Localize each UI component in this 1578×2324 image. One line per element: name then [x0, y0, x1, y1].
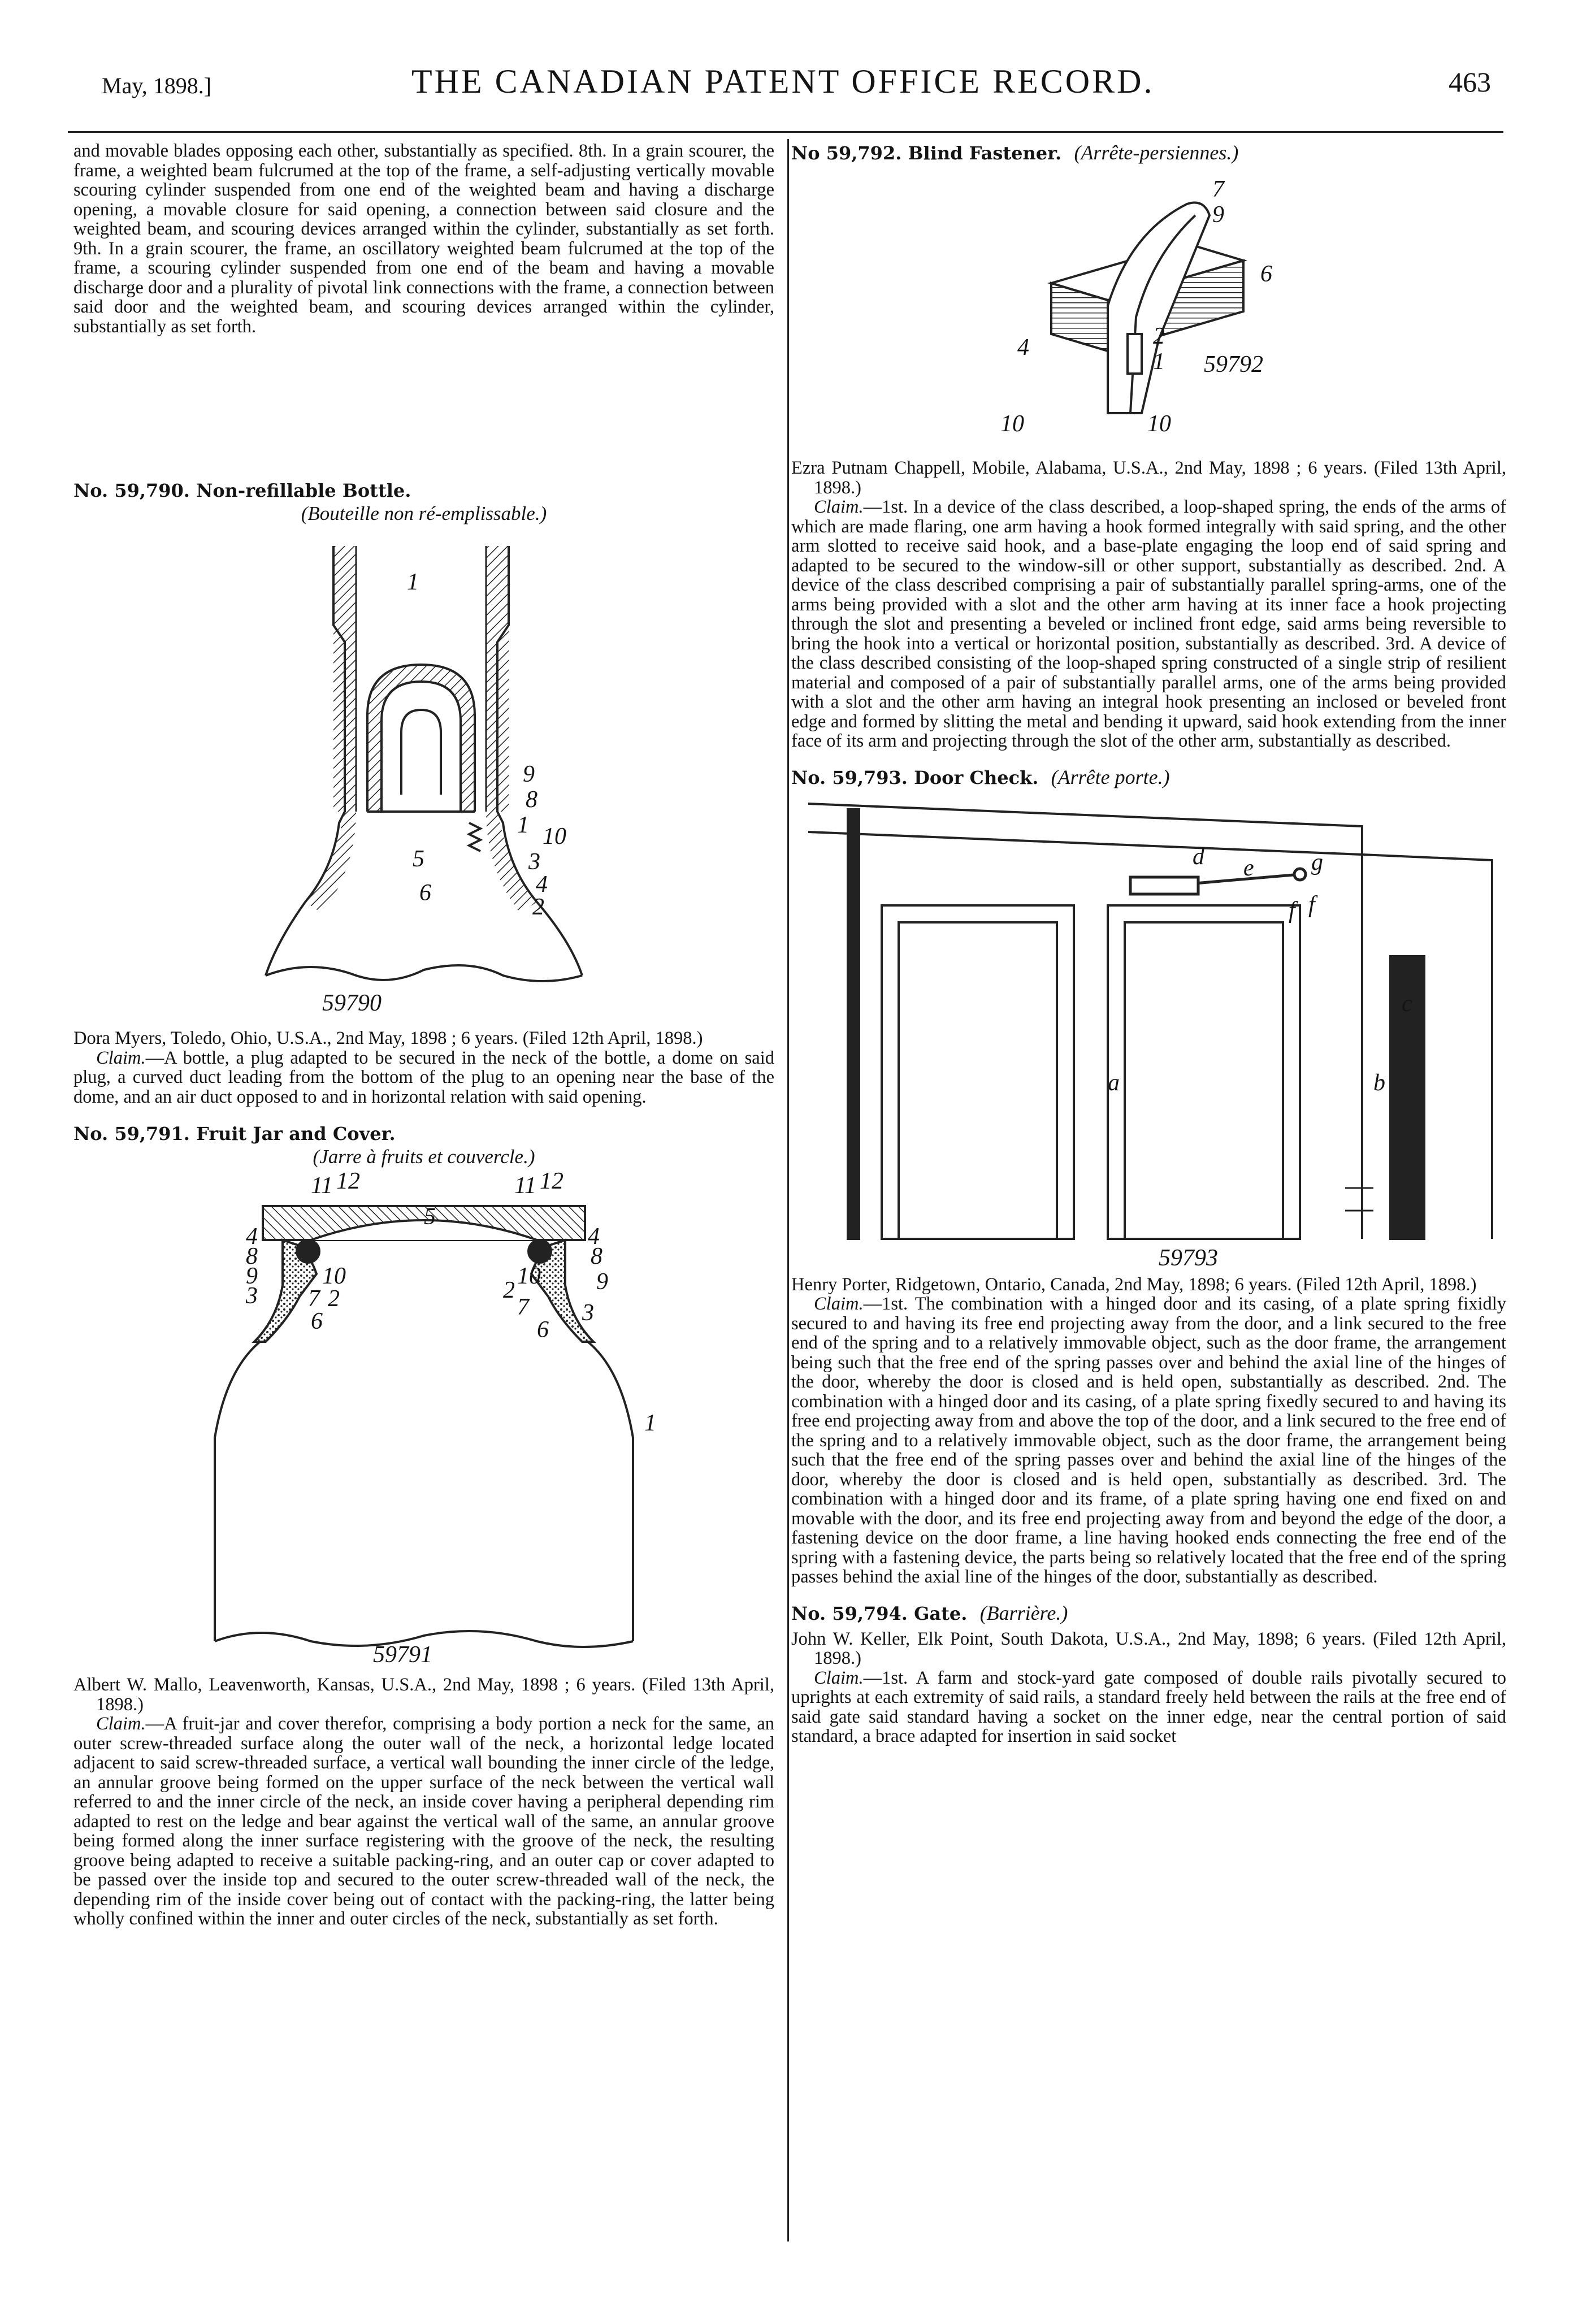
- figure-number: 59793: [1159, 1245, 1218, 1271]
- door-panels: [882, 905, 1424, 1239]
- fig-label: 4: [536, 872, 548, 897]
- fig-label: 4: [1017, 335, 1029, 361]
- fruit-jar-drawing: [73, 1172, 774, 1670]
- fig-label: 3: [582, 1300, 594, 1326]
- patent-heading-text: No 59,792. Blind Fastener.: [791, 142, 1062, 164]
- fig-label: 11: [514, 1173, 536, 1199]
- figure-number: 59790: [322, 990, 382, 1016]
- fig-label: 2: [532, 894, 544, 920]
- issue-date: May, 1898.]: [102, 73, 212, 98]
- figure-59792-blind-fastener: [791, 170, 1506, 453]
- fig-label: 10: [543, 823, 566, 849]
- figure-number: 59792: [1204, 352, 1263, 378]
- claim-text: —1st. In a device of the class described, a loop-shaped spring, the ends of the arms of which are made flaring, one arm having a hook formed integrally with said spring, and the other arm slotted to receive said hook, and a base-plate engaging the loop end of said spring and adapted to be secured to the window-sill or other support, substantially as described. 2nd. A device of the class described comprising a pair of substantially parallel spring-arms, one of the arms being provided with a slot and the other arm having at its inner face a hook projecting through the slot and presenting a beveled or inclined front edge, said arms being reversible to bring the hook into a vertical or horizontal position, substantially as described. 3rd. A device of the class described consisting of the loop-shaped spring constructed of a single strip of resilient material and composed of a pair of substantially parallel arms, one of the arms being provided with a slot and the other arm having an integral hook presenting an inclosed or beveled front edge and formed by slitting the metal and bending it upward, said hook extending from the inner face of its arm and projecting through the slot of the other arm, substantially as described.: [791, 497, 1506, 751]
- door-check-drawing: [791, 792, 1506, 1273]
- fig-label: 8: [246, 1243, 258, 1269]
- patent-59791: [73, 1122, 774, 1929]
- fig-label: 12: [336, 1168, 360, 1194]
- patent-claim: [73, 1714, 774, 1929]
- fig-label: 6: [1260, 261, 1272, 287]
- patent-inventor: Dora Myers, Toledo, Ohio, U.S.A., 2nd May, 1898 ; 6 years. (Filed 12th April, 1898.): [73, 1028, 703, 1048]
- spring-and-link: [1130, 869, 1306, 894]
- bottle-drawing: [73, 529, 774, 1026]
- fig-label: e: [1243, 855, 1254, 881]
- patent-heading: [791, 1602, 1506, 1625]
- patent-inventor: Henry Porter, Ridgetown, Ontario, Canada, 2nd May, 1898; 6 years. (Filed 12th April, 1898.): [791, 1274, 1477, 1295]
- fig-label: 8: [591, 1243, 602, 1269]
- patent-heading-text: No. 59,793. Door Check.: [791, 766, 1039, 788]
- patent-claim: [791, 1294, 1506, 1587]
- fig-label: 8: [526, 787, 537, 813]
- patent-french-title: (Barrière.): [979, 1601, 1068, 1624]
- patent-heading: No. 59,791. Fruit Jar and Cover.: [73, 1123, 396, 1144]
- fig-label: 9: [1212, 202, 1224, 228]
- patent-heading: No. 59,790. Non-refillable Bottle.: [73, 480, 411, 501]
- fig-label: 2: [503, 1277, 515, 1303]
- fig-label: 12: [540, 1168, 563, 1194]
- fig-label: 11: [311, 1173, 333, 1199]
- fig-label: 1: [517, 812, 529, 838]
- page-header: [95, 62, 1491, 107]
- figure-59791-fruit-jar: [73, 1168, 774, 1670]
- fig-label: 10: [1147, 411, 1171, 437]
- claim-text: —1st. A farm and stock-yard gate composed of double rails pivotally secured to uprights at each extremity of said rails, a standard freely held between the rails at the free end of said gate said standard having a socket on the inner edge, near the central portion of said standard, a brace adapted for insertion in said socket: [791, 1667, 1506, 1746]
- claim-label: Claim.: [814, 1667, 864, 1688]
- patent-french-title: (Arrête porte.): [1051, 765, 1170, 788]
- claim-label: Claim.: [814, 1294, 864, 1314]
- fig-label: 4: [588, 1224, 600, 1250]
- patent-inventor: John W. Keller, Elk Point, South Dakota, U.S.A., 2nd May, 1898; 6 years. (Filed 12th April, 1898.): [791, 1628, 1506, 1668]
- page-number: 463: [1449, 66, 1491, 98]
- fig-label: 9: [523, 761, 535, 787]
- patent-heading-text: No. 59,794. Gate.: [791, 1602, 968, 1624]
- figure-59793-door-check: [791, 792, 1506, 1273]
- fig-label: 7: [1212, 176, 1224, 202]
- claim-text: —1st. The combination with a hinged door and its casing, of a plate spring fixidly secured to and having its free end projecting away from the door, and a link secured to the free end of the spring and to a relatively immovable object, such as the door frame, the arrangement being such that the free end of the spring passes over and behind the axial line of the hinges of the door, whereby the door is closed and is held open, substantially as described. 2nd. The combination with a hinged door and its casing, of a plate spring fixedly secured to and having its free end projecting away from and above the top of the door, and a link secured to the free end of the spring and to a relatively immovable object, such as the door frame, the arrangement being such that the free end of the spring passes over and behind the axial line of the hinges of the door, whereby the door is closed and is held open, substantially as described. 3rd. The combination with a hinged door and its frame, of a plate spring having one end fixed on and movable with the door, and its free end projecting away from and beyond the edge of the door, a fastening device on the door frame, a line having hooked ends connecting the free end of the spring with a fastening device, the parts being so relatively located that the free end of the spring passes behind the axial line of the hinges of the door, substantially as described.: [791, 1294, 1506, 1587]
- fig-label: f: [1289, 897, 1295, 923]
- fig-label: 7: [517, 1294, 529, 1320]
- claim-label: Claim.: [814, 497, 864, 517]
- plug-hatching: [367, 665, 475, 812]
- patent-59793: [791, 766, 1506, 1587]
- fig-label: 4: [246, 1224, 258, 1250]
- fig-label: d: [1193, 843, 1204, 870]
- patent-french-title: (Jarre à fruits et couvercle.): [313, 1146, 535, 1168]
- fig-label: 10: [517, 1263, 541, 1289]
- fig-label: 2: [328, 1286, 340, 1312]
- fig-label: 5: [413, 846, 424, 872]
- patent-claim: [73, 1048, 774, 1107]
- patent-french-title: (Arrête-persiennes.): [1074, 141, 1239, 164]
- continued-claims-text: and movable blades opposing each other, substantially as specified. 8th. In a grain scourer, the frame, a weighted beam fulcrumed at the top of the frame, a self-adjusting vertically movable scouring cylinder suspended from one end of the weighted beam and having a discharge opening, a movable closure for said opening, a connection between said closure and the weighted beam, and scouring devices arranged within the cylinder, substantially as set forth. 9th. In a grain scourer, the frame, an oscillatory weighted beam fulcrumed at the top of the frame, a scouring cylinder suspended from one end of the beam and having a movable discharge door and a plurality of pivotal link connections with the frame, a connection between said door and the weighted beam, and scouring devices arranged within the cylinder, substantially as set forth.: [73, 141, 774, 337]
- claim-text: —A fruit-jar and cover therefor, comprising a body portion a neck for the same, an outer screw-threaded surface along the outer wall of the neck, a horizontal ledge located adjacent to said screw-threaded surface, a vertical wall bounding the inner circle of the ledge, an annular groove being formed on the upper surface of the neck between the vertical wall referred to and the inner circle of the neck, an inside cover having a peripheral depending rim adapted to rest on the ledge and bear against the vertical wall of the same, an annular groove being formed along the inner surface registering with the groove of the neck, the resulting groove being adapted to receive a suitable packing-ring, and an outer cap or cover adapted to be passed over the inside top and secured to the outer screw-threaded wall of the neck, the depending rim of the inside cover being out of contact with the packing-ring, the latter being wholly confined within the inner and outer circles of the neck, substantially as set forth.: [73, 1714, 774, 1929]
- fig-label: 3: [528, 849, 540, 875]
- fig-label: 1: [644, 1410, 656, 1436]
- header-rule: [68, 131, 1503, 133]
- figure-number: 59791: [373, 1642, 432, 1668]
- fig-label: 7: [308, 1286, 320, 1312]
- fig-label: 10: [1000, 411, 1024, 437]
- fig-label: 1: [1153, 349, 1165, 375]
- patent-french-title: (Bouteille non ré-emplissable.): [301, 502, 547, 524]
- column-divider: [787, 139, 789, 2241]
- fig-label: a: [1108, 1069, 1120, 1096]
- journal-title: THE CANADIAN PATENT OFFICE RECORD.: [411, 63, 1155, 100]
- fig-label: 5: [424, 1204, 436, 1230]
- fig-label: 3: [246, 1283, 258, 1309]
- fig-label: 6: [537, 1317, 549, 1343]
- patent-inventor: Albert W. Mallo, Leavenworth, Kansas, U.S.A., 2nd May, 1898 ; 6 years. (Filed 13th April, 1898.): [73, 1675, 774, 1715]
- fig-label: g: [1311, 849, 1323, 875]
- patent-heading: [791, 766, 1506, 789]
- fig-label: 6: [311, 1308, 323, 1334]
- fig-label: f: [1308, 891, 1315, 918]
- claim-label: Claim.: [96, 1047, 146, 1068]
- claim-label: Claim.: [96, 1714, 146, 1734]
- fig-label: 10: [322, 1263, 346, 1289]
- right-column: [791, 141, 1506, 1746]
- fig-label: 9: [246, 1263, 258, 1289]
- jar-body: [215, 1342, 633, 1647]
- fig-label: 2: [1153, 323, 1165, 349]
- figure-59790-bottle: [73, 529, 774, 1026]
- fig-label: b: [1373, 1069, 1385, 1096]
- patent-59792: [791, 141, 1506, 751]
- patent-claim: [791, 497, 1506, 751]
- left-column: [73, 141, 774, 1929]
- fig-label: 9: [596, 1269, 608, 1295]
- fig-label: c: [1402, 990, 1412, 1017]
- fig-label: 1: [407, 569, 419, 595]
- patent-59794: [791, 1602, 1506, 1746]
- claim-text: —A bottle, a plug adapted to be secured in the neck of the bottle, a dome on said plug, a curved duct leading from the bottom of the plug to an opening near the base of the dome, and an air duct opposed to and in horizontal relation with said opening.: [73, 1047, 774, 1107]
- patent-inventor: Ezra Putnam Chappell, Mobile, Alabama, U.S.A., 2nd May, 1898 ; 6 years. (Filed 13th April, 1898.): [791, 458, 1506, 498]
- patent-claim: [791, 1668, 1506, 1746]
- patent-59790: [73, 479, 774, 1107]
- fig-label: 6: [419, 880, 431, 906]
- patent-heading: [791, 141, 1506, 164]
